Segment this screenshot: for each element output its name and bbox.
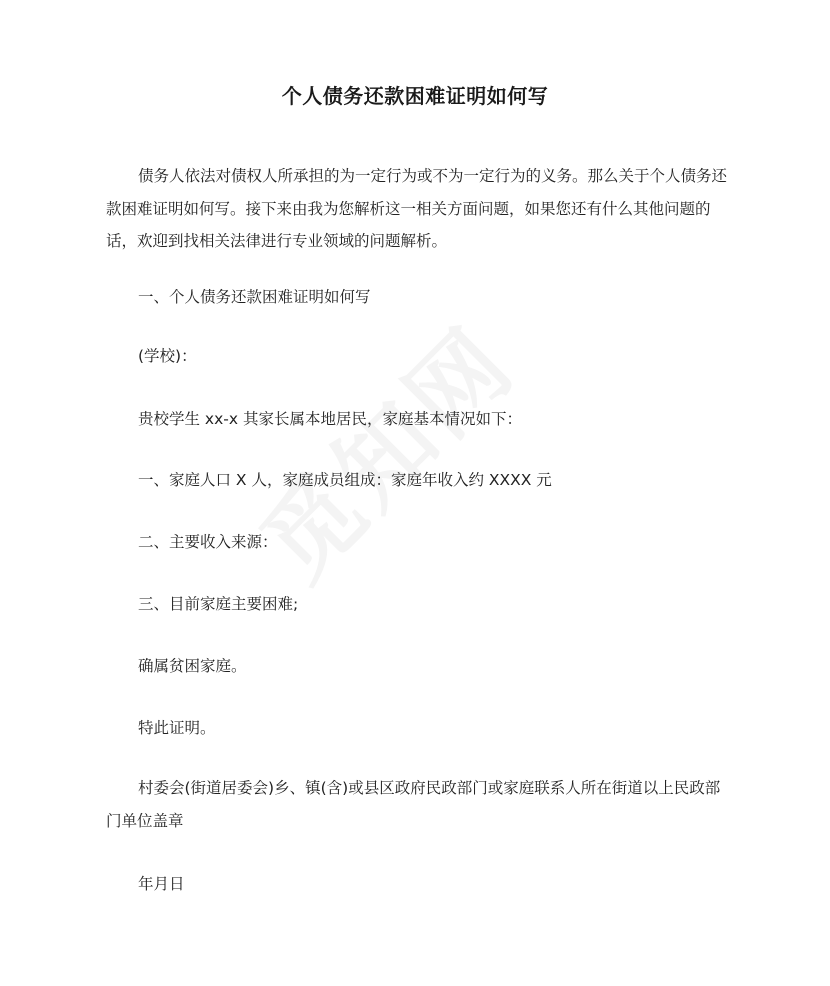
page-title: 个人债务还款困难证明如何写 bbox=[281, 84, 549, 108]
body-line-1: 贵校学生 xx-x 其家长属本地居民，家庭基本情况如下： bbox=[138, 410, 522, 428]
list-item-2: 二、主要收入来源： bbox=[138, 533, 278, 551]
certify-line: 特此证明。 bbox=[138, 719, 216, 737]
intro-paragraph: 债务人依法对债权人所承担的为一定行为或不为一定行为的义务。那么关于个人债务还款困难证明如何写。接下来由我为您解析这一相关方面问题，如果您还有什么其他问题的话，欢迎到找相关法律进行专业领域的问题解析。 bbox=[106, 167, 728, 250]
section-heading: 一、个人债务还款困难证明如何写 bbox=[138, 288, 371, 306]
list-item-3: 三、目前家庭主要困难; bbox=[138, 595, 299, 613]
salutation: (学校)： bbox=[138, 347, 197, 365]
stamp-line: 村委会(街道居委会)乡、镇(含)或县区政府民政部门或家庭联系人所在街道以上民政部门单位盖章 bbox=[106, 779, 721, 830]
list-item-1: 一、家庭人口 X 人，家庭成员组成：家庭年收入约 XXXX 元 bbox=[138, 471, 552, 489]
conclusion: 确属贫困家庭。 bbox=[138, 657, 247, 675]
date-line: 年月日 bbox=[138, 875, 185, 893]
